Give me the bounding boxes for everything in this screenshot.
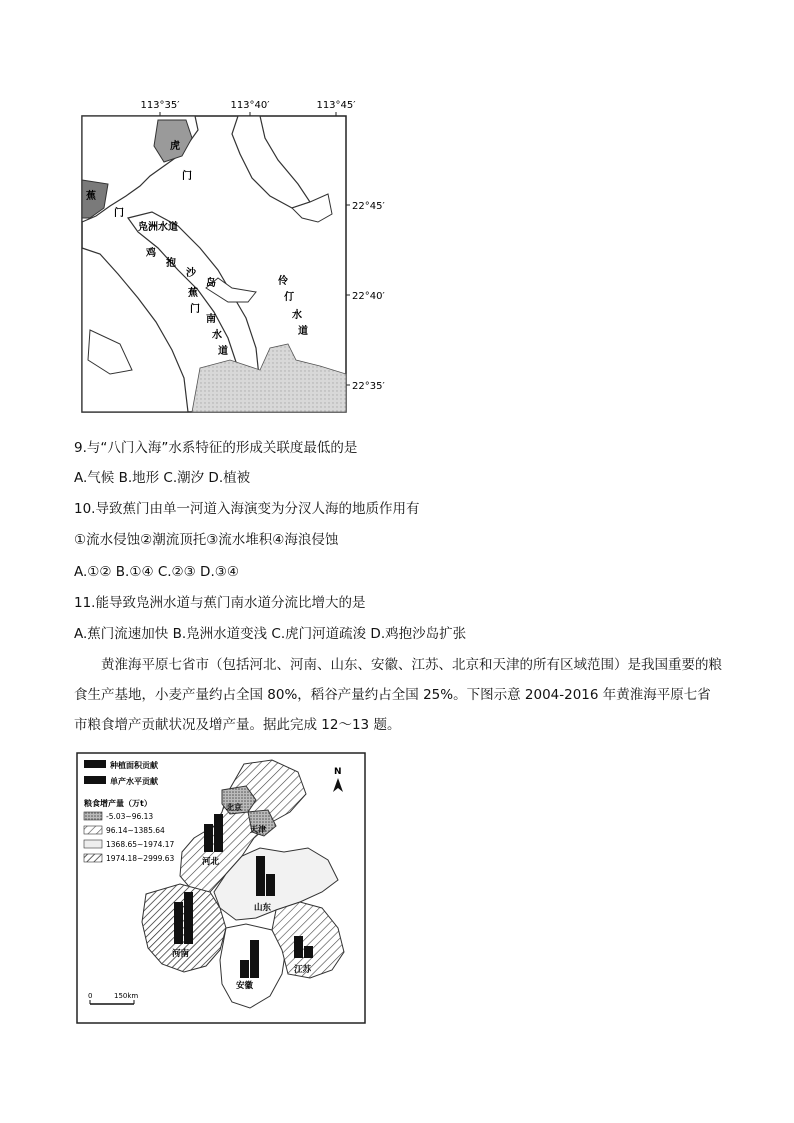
province-label: 河南 (172, 949, 190, 959)
estuary-map-svg (60, 98, 385, 416)
place-label: 岛 (206, 278, 216, 289)
bar-jiangsu-yield (304, 946, 313, 958)
lon-label: 113°45′ (316, 100, 356, 111)
place-label: 门 (182, 171, 192, 182)
place-label: 伶 (278, 276, 288, 287)
legend-range: 1974.18~2999.63 (106, 854, 175, 863)
legend-title: 粮食增产量（万t） (84, 799, 152, 808)
plain-map-svg (76, 752, 366, 1024)
question-11-options: A.蕉门流速加快 B.凫洲水道变浅 C.虎门河道疏浚 D.鸡抱沙岛扩张 (74, 626, 467, 642)
place-label: 凫洲水道 (138, 222, 178, 233)
question-10-options: A.①② B.①④ C.②③ D.③④ (74, 564, 239, 580)
question-9-options: A.气候 B.地形 C.潮汐 D.植被 (74, 470, 251, 486)
place-label: 虎 (170, 141, 180, 152)
place-label: 鸡 (146, 248, 156, 259)
bar-henan-yield (184, 892, 193, 944)
place-label: 沙 (186, 268, 196, 279)
place-label: 南 (206, 314, 216, 325)
north-arrow-label: N (334, 767, 342, 777)
place-label: 水 (292, 310, 302, 321)
question-11-stem: 11.能导致凫洲水道与蕉门南水道分流比增大的是 (74, 595, 366, 611)
question-10-stem: 10.导致蕉门由单一河道入海演变为分汊人海的地质作用有 (74, 501, 420, 517)
bar-anhui-yield (250, 940, 259, 978)
scale-zero: 0 (88, 992, 93, 1000)
plain-map (76, 752, 366, 1024)
province-label: 安徽 (236, 981, 254, 991)
question-10-sub: ①流水侵蚀②潮流顶托③流水堆积④海浪侵蚀 (74, 532, 339, 548)
bar-henan-area (174, 902, 183, 944)
legend-range: 1368.65~1974.17 (106, 840, 175, 849)
legend-range: 96.14~1385.64 (106, 826, 165, 835)
lon-label: 113°40′ (230, 100, 270, 111)
province-label: 山东 (254, 903, 272, 913)
bar-shandong-area (256, 856, 265, 896)
scale-label: 150km (114, 992, 139, 1000)
question-9-stem: 9.与“八门入海”水系特征的形成关联度最低的是 (74, 440, 358, 456)
place-label: 门 (190, 304, 200, 315)
province-label: 天津 (250, 825, 266, 834)
estuary-map (60, 98, 385, 416)
legend-range: -5.03~96.13 (106, 812, 154, 821)
lon-label: 113°35′ (140, 100, 180, 111)
bar-hebei-yield (214, 814, 223, 852)
province-label: 河北 (202, 857, 220, 867)
legend-label: 种植面积贡献 (110, 761, 158, 770)
bar-hebei-area (204, 824, 213, 852)
bar-jiangsu-area (294, 936, 303, 958)
place-label: 仃 (284, 292, 294, 303)
intro-paragraph: 黄淮海平原七省市（包括河北、河南、山东、安徽、江苏、北京和天津的所有区域范围）是我国重要的粮食生产基地，小麦产量约占全国 80%，稻谷产量约占全国 25%。下图示意 2004-2016 年黄淮海平原七省市粮食增产贡献状况及增产量。据此完成 12～13 题。 (74, 657, 722, 733)
place-label: 水 (212, 330, 222, 341)
legend-swatch-yield (84, 776, 106, 784)
place-label: 道 (298, 326, 308, 337)
lat-label: 22°45′ (352, 201, 385, 212)
province-label: 江苏 (294, 965, 312, 975)
legend-swatch-area (84, 760, 106, 768)
legend-label: 单产水平贡献 (110, 777, 158, 786)
bar-shandong-yield (266, 874, 275, 896)
place-label: 抱 (166, 258, 176, 269)
place-label: 蕉 (188, 288, 198, 299)
place-label: 道 (218, 346, 228, 357)
lat-label: 22°35′ (352, 381, 385, 392)
bar-anhui-area (240, 960, 249, 978)
lat-label: 22°40′ (352, 291, 385, 302)
province-label: 北京 (226, 803, 242, 812)
place-label: 蕉 (86, 191, 96, 202)
place-label: 门 (114, 208, 124, 219)
